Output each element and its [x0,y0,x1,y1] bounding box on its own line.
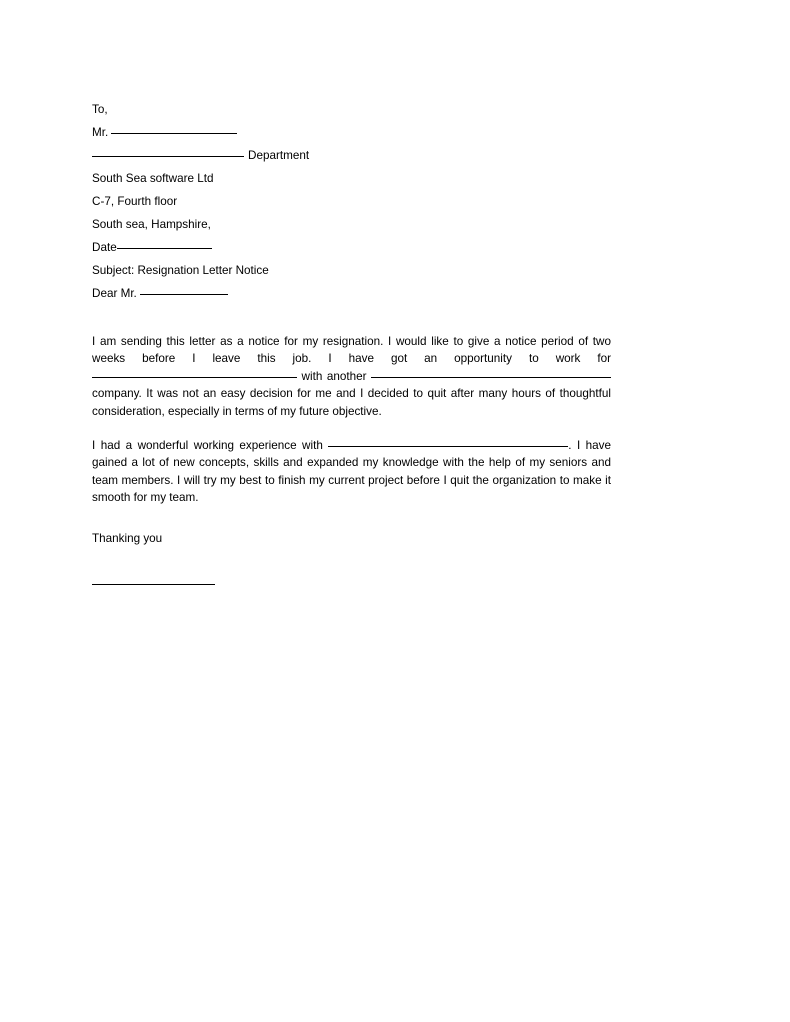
to-label: To, [92,103,108,116]
city-line [92,213,611,236]
to-line [92,98,611,121]
subject-line [92,259,611,282]
department-blank[interactable] [92,147,244,157]
paragraph-1-text-part-1: I am sending this letter as a notice for my resignation. I would like to give a notice period of two weeks before I leave this job. I have got an opportunity to work for [92,335,611,366]
date-blank[interactable] [117,239,212,249]
department-line [92,144,611,167]
paragraph-1-text-part-3: company. It was not an easy decision for me and I decided to quit after many hours of thoughtful consideration, especially in terms of my future objective. [92,387,611,418]
signature-blank[interactable] [92,575,215,585]
closing-line [92,530,611,547]
date-label: Date [92,241,117,254]
subject-text: Subject: Resignation Letter Notice [92,264,269,277]
paragraph-1-text-part-2: with another [301,369,367,383]
experience-company-blank[interactable] [328,437,568,447]
salutation-line [92,282,611,305]
closing-text: Thanking you [92,531,163,545]
body-paragraph-2 [92,437,611,507]
recipient-prefix-label: Mr. [92,126,109,139]
letter-body [92,98,611,588]
current-employer-blank[interactable] [92,368,297,378]
paragraph-2-text-part-1: I had a wonderful working experience with [92,439,323,453]
salutation-blank[interactable] [140,285,228,295]
new-company-blank[interactable] [371,368,611,378]
salutation-label: Dear Mr. [92,287,137,300]
date-line [92,236,611,259]
company-line [92,167,611,190]
body-paragraph-1 [92,333,611,420]
address-line [92,190,611,213]
recipient-name-line [92,121,611,144]
department-label: Department [248,149,310,162]
paragraph-2-text-part-2: . I have gained a lot of new concepts, skills and expanded my knowledge with the help of my seniors and team members. I will try my best to finish my current project before I quit the organization to make it smooth for my team. [92,439,612,505]
address-text: C-7, Fourth floor [92,195,178,208]
recipient-name-blank[interactable] [111,124,237,134]
city-text: South sea, Hampshire, [92,218,211,231]
signature-row [92,574,611,588]
company-name: South Sea software Ltd [92,172,214,185]
